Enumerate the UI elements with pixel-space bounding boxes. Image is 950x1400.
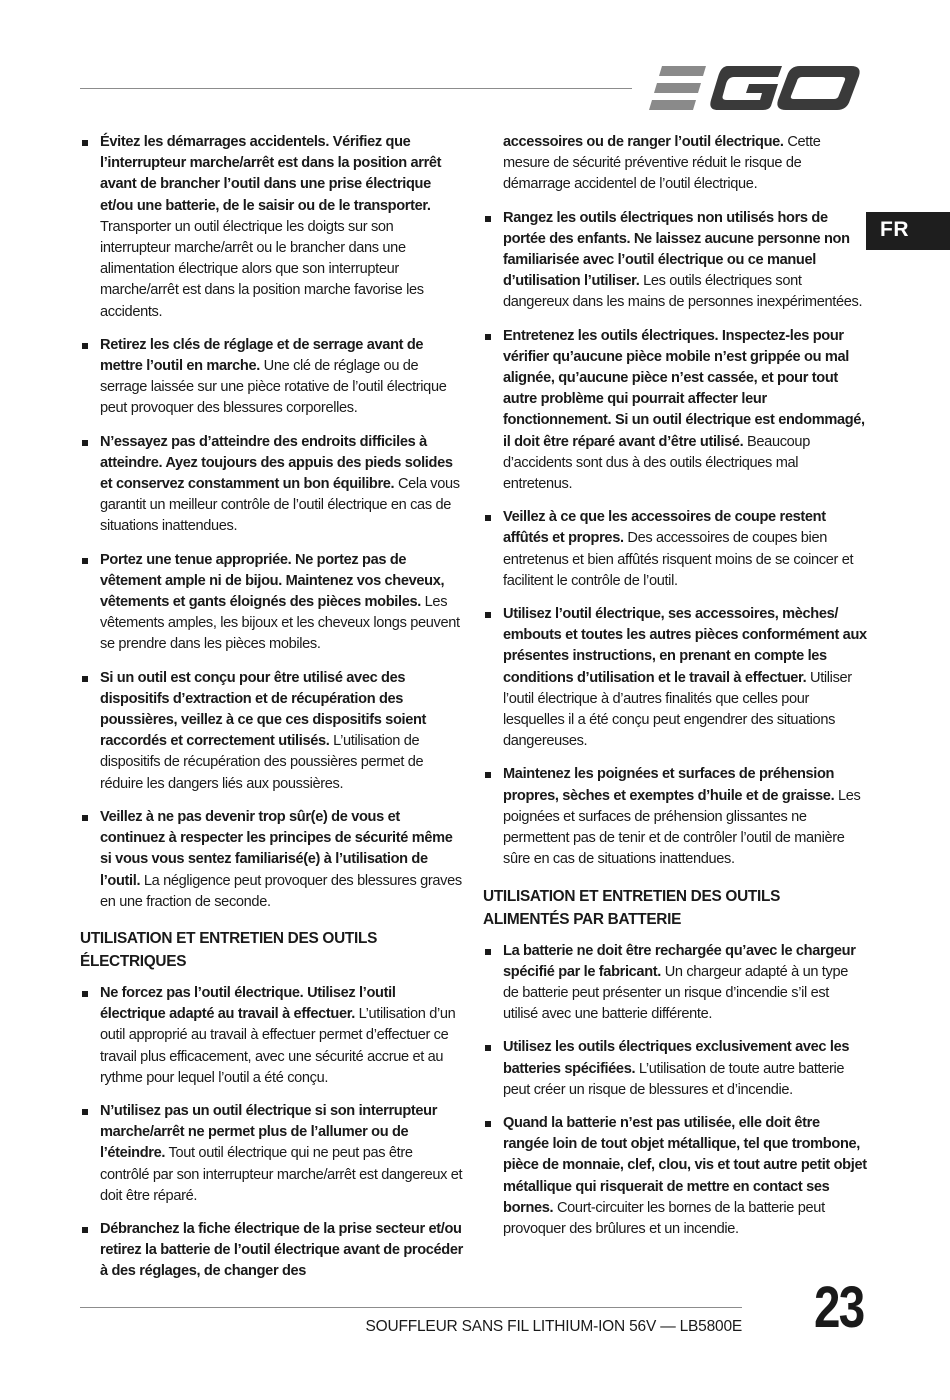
list-item: Entretenez les outils électriques. Inspectez-les pour vérifier qu’aucune pièce mobile n’est grippée ou mal alignée, qu’aucune pièce n’est cassée, et pour tout autre problème qui pourrait affecter leur fonctionnement. Si un outil électrique est endommagé, il doit être réparé avant d’être utilisé. Beaucoup d’accidents sont dus à des outils électriques mal entretenus.: [483, 326, 867, 496]
list-item: La batterie ne doit être rechargée qu’avec le chargeur spécifié par le fabricant. Un chargeur adapté à un type de batterie peut présenter un risque d’incendie s’il est utilisé avec une batterie différente.: [483, 941, 867, 1026]
list-item: Débranchez la fiche électrique de la prise secteur et/ou retirez la batterie de l’outil électrique avant de procéder à des réglages, de changer des: [80, 1219, 464, 1283]
list-item-continued: accessoires ou de ranger l’outil électrique. Cette mesure de sécurité préventive réduit le risque de démarrage accidentel de l’outil électrique.: [503, 134, 821, 193]
section-title-battery-tool-use: UTILISATION ET ENTRETIEN DES OUTILS ALIMENTÉS PAR BATTERIE: [483, 887, 781, 928]
safety-list-power-tool-use: [80, 983, 464, 1283]
safety-list-personal: [80, 132, 464, 913]
list-item: Si un outil est conçu pour être utilisé avec des dispositifs d’extraction et de récupération des poussières, veillez à ce que ces dispositifs soient raccordés et correctement utilisés. L’utilisation de dispositifs de récupération des poussières permet de réduire les dangers liés aux poussières.: [80, 668, 464, 795]
left-column: [80, 132, 464, 1295]
list-item: Évitez les démarrages accidentels. Vérifiez que l’interrupteur marche/arrêt est dans la position arrêt avant de brancher l’outil dans une prise électrique et/ou une batterie, de le saisir ou de le transporter. Transporter un outil électrique les doigts sur son interrupteur marche/arrêt ou le brancher dans une alimentation électrique alors que son interrupteur marche/arrêt est dans la position marche favorise les accidents.: [80, 132, 464, 323]
footer-product-title: SOUFFLEUR SANS FIL LITHIUM-ION 56V — LB5800E: [365, 1318, 742, 1335]
language-tab: FR: [866, 212, 950, 250]
header-rule: [80, 88, 632, 89]
footer-rule: [80, 1307, 742, 1308]
list-item: Rangez les outils électriques non utilisés hors de portée des enfants. Ne laissez aucune personne non familiarisée avec l’outil électrique ou ce manuel d’utilisation l’utiliser. Les outils électriques sont dangereux dans les mains de personnes inexpérimentées.: [483, 208, 867, 314]
right-column: [483, 132, 867, 1252]
list-item: Utilisez les outils électriques exclusivement avec les batteries spécifiées. L’utilisation de toute autre batterie peut créer un risque de blessures et d’incendie.: [483, 1037, 867, 1101]
page-number: 23: [814, 1275, 864, 1340]
list-item: Utilisez l’outil électrique, ses accessoires, mèches/ embouts et toutes les autres pièces conformément aux présentes instructions, en prenant en compte les conditions d’utilisation et le travail à effectuer. Utiliser l’outil électrique à d’autres finalités que celles pour lesquelles il a été conçu peut engendrer des situations dangereuses.: [483, 604, 867, 752]
safety-list-storage: [483, 208, 867, 871]
list-item: Veillez à ce que les accessoires de coupe restent affûtés et propres. Des accessoires de coupes bien entretenus et bien affûtés risquent moins de se coincer et facilitent le contrôle de l’outil.: [483, 507, 867, 592]
list-item: Retirez les clés de réglage et de serrage avant de mettre l’outil en marche. Une clé de réglage ou de serrage laissée sur une pièce rotative de l’outil électrique peut provoquer des blessures corporelles.: [80, 335, 464, 420]
list-item: Ne forcez pas l’outil électrique. Utilisez l’outil électrique adapté au travail à effectuer. L’utilisation d’un outil approprié au travail à effectuer permet d’effectuer ce travail plus efficacement, avec une sécurité accrue et au rythme pour lequel l’outil a été conçu.: [80, 983, 464, 1089]
list-item: N’utilisez pas un outil électrique si son interrupteur marche/arrêt ne permet plus de l’allumer ou de l’éteindre. Tout outil électrique qui ne peut pas être contrôlé par son interrupteur marche/arrêt est dangereux et doit être réparé.: [80, 1101, 464, 1207]
list-item: Veillez à ne pas devenir trop sûr(e) de vous et continuez à respecter les principes de sécurité même si vous vous sentez familiarisé(e) à l’utilisation de l’outil. La négligence peut provoquer des blessures graves en une fraction de seconde.: [80, 807, 464, 913]
section-title-power-tool-use: UTILISATION ET ENTRETIEN DES OUTILS ÉLECTRIQUES: [80, 929, 378, 970]
safety-list-battery: [483, 941, 867, 1241]
list-item: N’essayez pas d’atteindre des endroits difficiles à atteindre. Ayez toujours des appuis des pieds solides et conservez constamment un bon équilibre. Cela vous garantit un meilleur contrôle de l’outil électrique en cas de situations inattendues.: [80, 432, 464, 538]
list-item: Maintenez les poignées et surfaces de préhension propres, sèches et exemptes d’huile et de graisse. Les poignées et surfaces de préhension glissantes ne permettent pas de tenir et de contrôler l’outil de manière sûre en cas de situations inattendues.: [483, 764, 867, 870]
ego-logo: [648, 62, 862, 114]
list-item: Quand la batterie n’est pas utilisée, elle doit être rangée loin de tout objet métallique, tel que trombone, pièce de monnaie, clef, clou, vis et tout autre petit objet métallique qui risquerait de mettre en contact ses bornes. Court-circuiter les bornes de la batterie peut provoquer des brûlures et un incendie.: [483, 1113, 867, 1240]
continued-item: [483, 132, 867, 196]
list-item: Portez une tenue appropriée. Ne portez pas de vêtement ample ni de bijou. Maintenez vos cheveux, vêtements et gants éloignés des pièces mobiles. Les vêtements amples, les bijoux et les cheveux longs peuvent se prendre dans les pièces mobiles.: [80, 550, 464, 656]
